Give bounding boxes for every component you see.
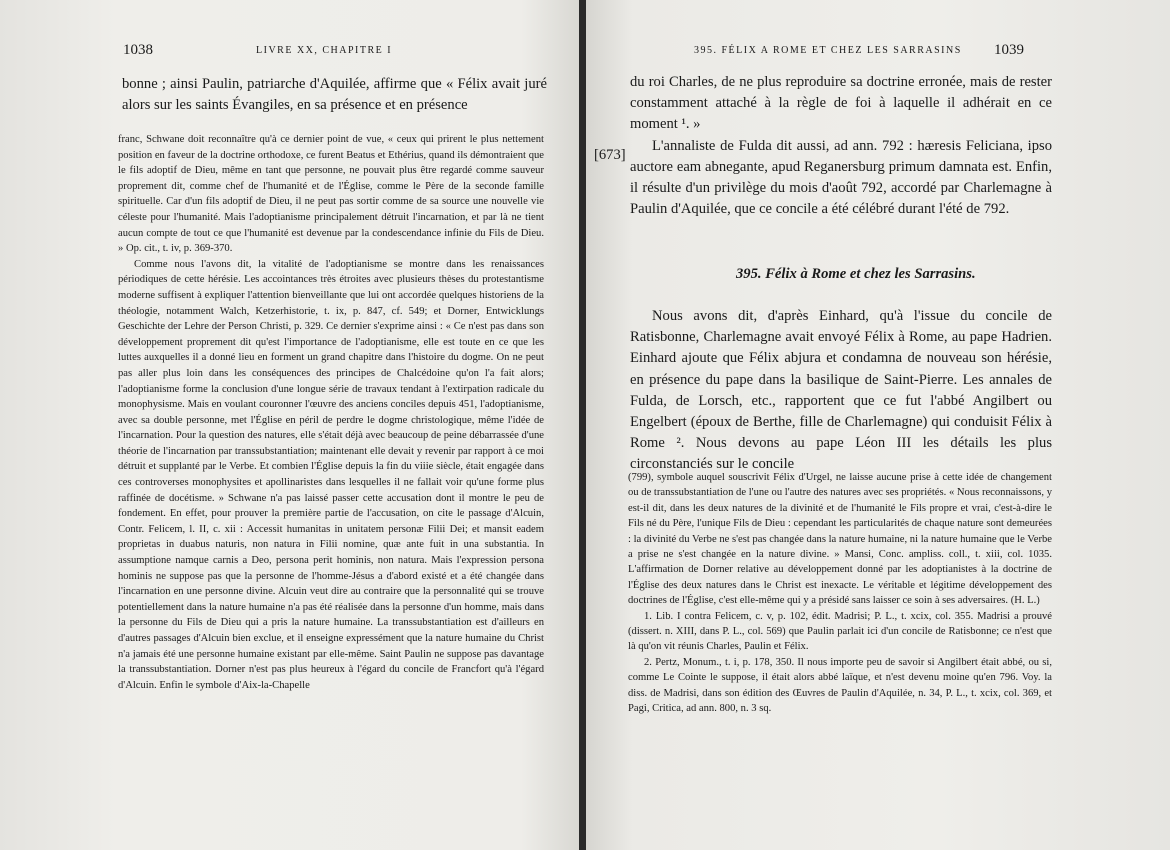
left-main-text: bonne ; ainsi Paulin, patriarche d'Aquilée, affirme que « Félix avait juré alors sur les saints Évangiles, en sa présence et en présence [122, 76, 547, 114]
left-footnote-block [118, 132, 544, 693]
right-footnote-para-1: (799), symbole auquel souscrivit Félix d'Urgel, ne laisse aucune prise à cette idée de changement ou de transsubstantiation de l'une ou l'autre des natures avec ses propriétés. « Nous reconnaissons, y est-il dit, dans les deux natures de la divinité et de l'humanité le Fils propre et vrai, c'est-à-dire le Fils né du Père, l'unique Fils de Dieu : cependant les particularités de chaque nature sont demeurées : la divinité du Verbe ne s'est pas changée dans la nature humaine, ni la nature humaine que le Verbe a prise ne s'est changée en la nature divine. » Mansi, Conc. ampliss. coll., t. xiii, col. 1035. L'affirmation de Dorner relative au développement donné par les adoptianistes à la doctrine de l'Église des deux natures dans le Christ est inexacte. Le véritable et légitime développement des doctrines de l'Église, c'est elle-même qui y a présidé sans laisser ce soin à ses adversaires. (H. L.) [628, 472, 1052, 607]
right-running-head: 395. FÉLIX A ROME ET CHEZ LES SARRASINS [694, 45, 962, 56]
footnote-2: 2. Pertz, Monum., t. i, p. 178, 350. Il nous importe peu de savoir si Angilbert était abbé, ou si, comme Le Cointe le suppose, il était alors abbé laïque, et n'est devenu moine qu'en 796. Voy. la diss. de Madrisi, dans son édition des Œuvres de Paulin d'Aquilée, n. 34, P. L., t. xcix, col. 369, et Pagi, Critica, ad ann. 800, n. 3 sq. [628, 656, 1052, 715]
margin-page-reference: [673] [594, 147, 626, 163]
left-page-number: 1038 [123, 42, 153, 58]
right-main-para-2: L'annaliste de Fulda dit aussi, ad ann. 792 : hæresis Feliciana, ipso auctore eam abnegante, apud Reganersburg primum damnata est. Enfin, il résulte d'un privilège du mois d'août 792, accordé par Charlemagne à Paulin d'Aquilée, que ce concile a été célébré durant l'été de 792. [630, 137, 1052, 218]
left-footnote-para-1: franc, Schwane doit reconnaître qu'à ce dernier point de vue, « ceux qui prirent le plus nettement position en faveur de la doctrine orthodoxe, ce furent Beatus et Ethérius, quand ils démontraient que le fils adoptif de Dieu, même en tant que personne, ne pouvait plus être regardé comme sauveur proprement dit, comme chef de l'humanité et de l'Église, comme le Père de la seconde famille spirituelle. Car d'un fils adoptif de Dieu, il ne peut pas sortir comme de sa source une nouvelle vie céleste pour l'humanité. Mais l'adoptianisme principalement détruit l'incarnation, et par là ne tient aucun compte de tout ce que l'humanité est devenue par la condescendance infinie du Fils de Dieu. » Op. cit., t. iv, p. 369-370. [118, 134, 544, 255]
section-heading: 395. Félix à Rome et chez les Sarrasins. [736, 266, 976, 282]
page-gutter [579, 0, 586, 850]
left-running-header [0, 42, 579, 62]
footnote-1: 1. Lib. I contra Felicem, c. v, p. 102, édit. Madrisi; P. L., t. xcix, col. 355. Madrisi a prouvé (dissert. n. XIII, dans P. L., col. 569) que Paulin parlait ici d'un concile de Ratisbonne; ce n'est que là qu'on vit réunis Charles, Paulin et Félix. [628, 610, 1052, 653]
right-main-text [630, 72, 1052, 220]
left-footnote-para-2: Comme nous l'avons dit, la vitalité de l'adoptianisme se montre dans les renaissances périodiques de cette hérésie. Les accointances très étroites avec plusieurs thèses du protestantisme moderne suffisent à expliquer l'attention bienveillante que lui ont accordée quelques historiens de la théologie, notamment Walch, Ketzerhistorie, t. ix, p. 847, cf. 549; et Dorner, Entwicklungs Geschichte der Lehre der Person Christi, p. 329. Ce dernier s'exprime ainsi : « Ce n'est pas dans son développement proprement dit qu'est l'importance de l'adoptianisme, elle est toute en ce que les luttes auxquelles il a donné lieu en forment un grand chapitre dans l'histoire du dogme. On ne peut pas aller plus loin dans les conséquences des principes de Chalcédoine qu'on l'a fait alors; l'adoptianisme forme la conclusion d'une longue série de travaux tendant à l'extirpation radicale du monophysisme. Mais en voulant couronner l'œuvre des anciens conciles depuis 451, l'adoptianisme, avec sa double personne, met l'Église en péril de perdre le dogme christologique, même l'idée de l'incarnation. Pour la question des natures, elle s'était déjà avec beaucoup de peine débarrassée d'une théorie de l'incarnation par transsubstantiation; maintenant elle devait y revenir par rapport à ce moi détruit et supplanté par le Verbe. Et combien l'Église depuis la fin du viiie siècle, était engagée dans ces controverses monophysites et apollinaristes dans lesquelles il ne fallait voir qu'une forme plus raffinée de docétisme. » Schwane n'a pas laissé passer cette accusation dont il montre le peu de fondement. En effet, pour prouver la première partie de l'accusation, on cite le passage d'Alcuin, Contr. Felicem, l. II, c. xii : Accessit humanitas in unitatem personæ Filii Dei; et mansit eadem proprietas in duabus naturis, non natura in Filii nomine, quæ ante fuit in una substantia. In assumptione namque carnis a Deo, persona perit hominis, non natura. Mais l'expression persona hominis ne suppose pas que la personne de l'homme-Jésus a d'abord existé et a été changée dans l'incarnation en une personne divine. Alcuin veut dire au contraire que la personnalité qui se trouve potentiellement dans la nature humaine n'a pas été réalisée dans la personne d'un homme, mais dans la personne du Fils de Dieu qui a pris la nature humaine. La transsubstantiation est d'ailleurs en d'autres passages d'Alcuin bien exclue, et il enseigne expressément que la nature humaine du Christ n'a jamais été une personne humaine existant par elle-même. Saint Paulin ne suppose pas davantage la transsubstantiation. Dorner n'est pas plus heureux à l'égard du concile de Francfort qu'à l'égard d'Alcuin. Enfin le symbole d'Aix-la-Chapelle [118, 258, 544, 691]
right-section-text: Nous avons dit, d'après Einhard, qu'à l'issue du concile de Ratisbonne, Charlemagne avait envoyé Félix à Rome, au pape Hadrien. Einhard ajoute que Félix abjura et condamna de nouveau son hérésie, en présence du pape dans la basilique de Saint-Pierre. Les annales de Fulda, de Lorsch, etc., rapportent que ce fut l'abbé Angilbert ou Engelbert (époux de Berthe, fille de Charlemagne) qui conduisit Félix à Rome ². Nous devons au pape Léon III les détails les plus circonstanciés sur le concile [630, 308, 1052, 473]
right-footnote-block [628, 470, 1052, 717]
right-main-para-1: du roi Charles, de ne plus reproduire sa doctrine erronée, mais de rester constamment attaché à la règle de foi à laquelle il adhérait en ce moment ¹. » [630, 74, 1052, 133]
left-running-head: LIVRE XX, CHAPITRE I [256, 45, 393, 56]
right-page [586, 0, 1170, 850]
right-page-number: 1039 [994, 42, 1024, 58]
left-page [0, 0, 579, 850]
right-running-header [586, 42, 1170, 62]
